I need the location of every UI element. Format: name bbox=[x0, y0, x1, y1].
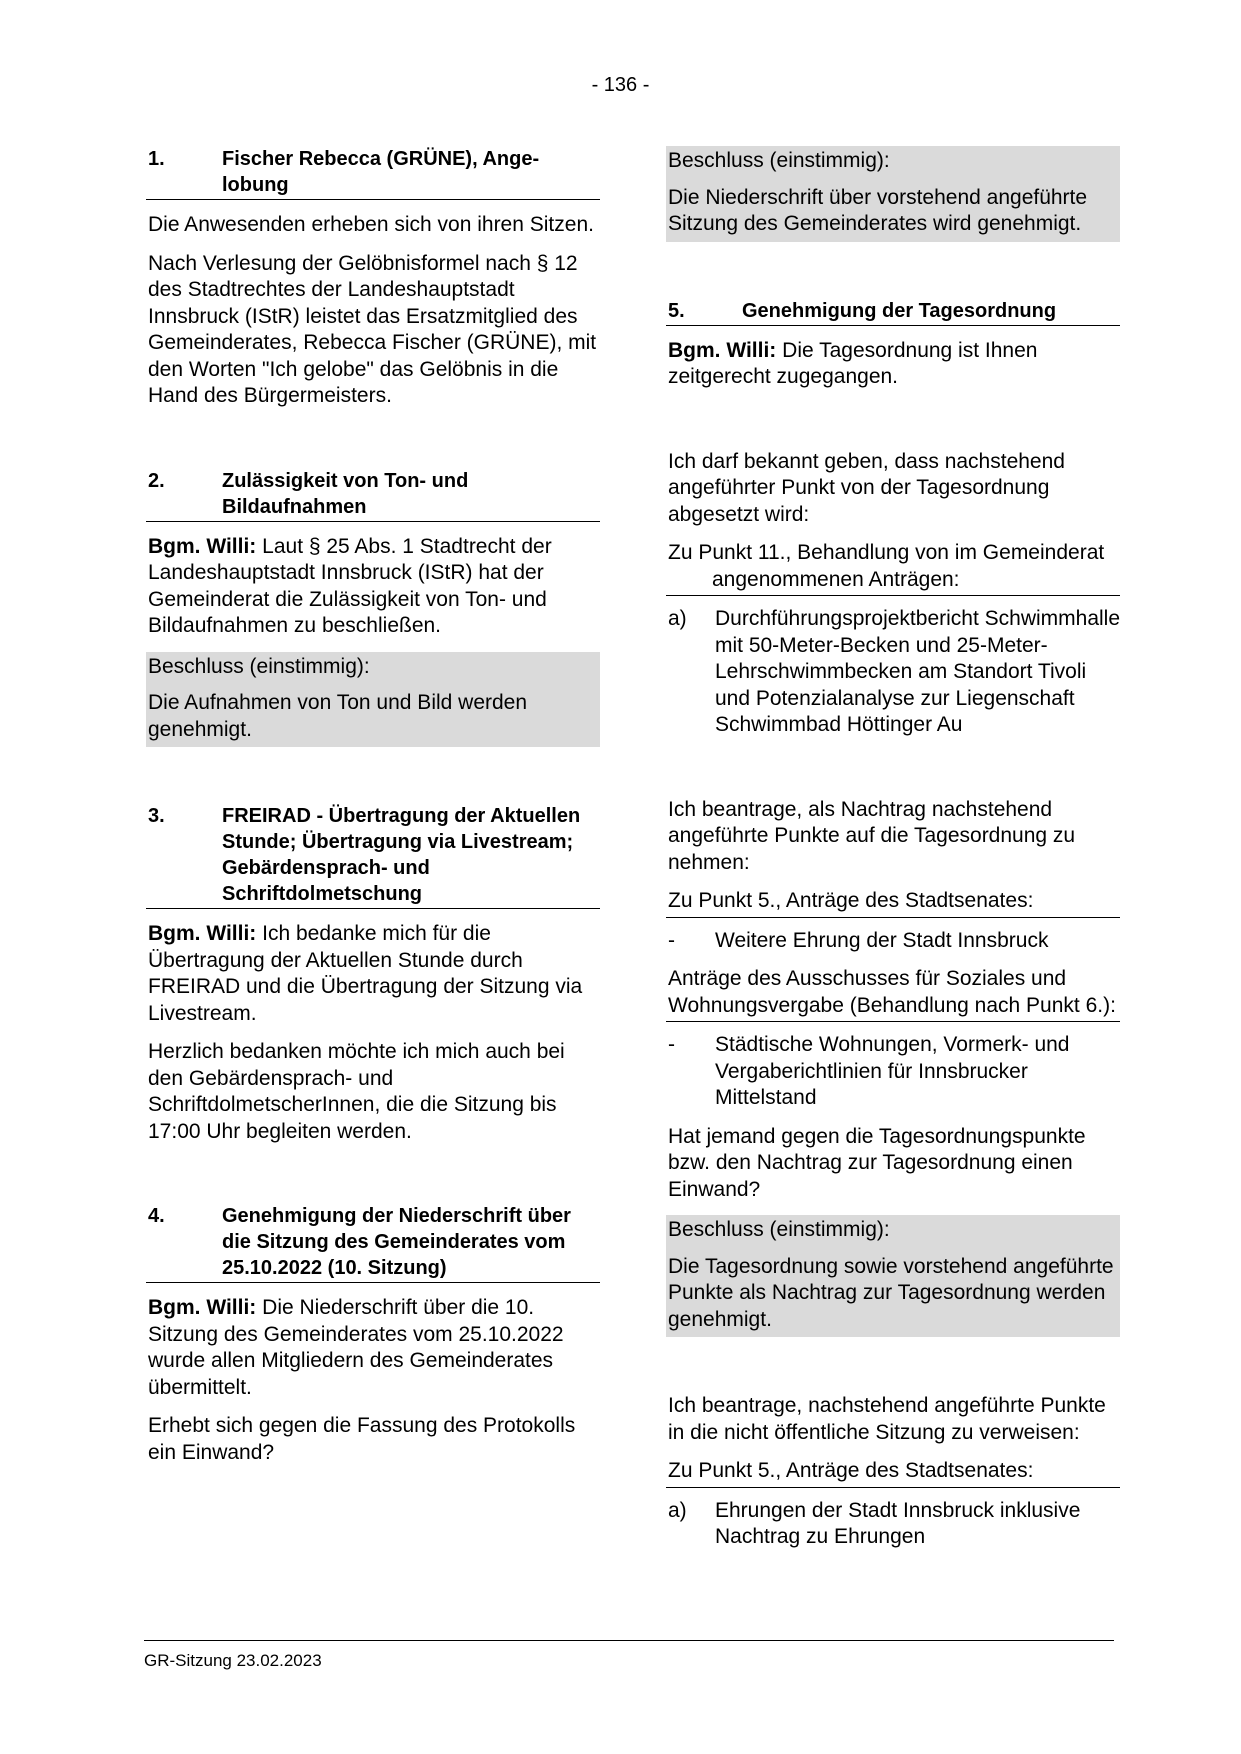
section-4-paragraph-1 bbox=[146, 1295, 600, 1401]
section-1-paragraph-2: Nach Verlesung der Gelöbnisformel nach § 12 des Stadtrechtes der Landeshauptstadt Innsbruck (IStR) leistet das Ersatzmitglied des Gemeinderates, Rebecca Fischer (GRÜNE), mit den Worten "Ich gelobe" das Gelöbnis in die Hand des Bürgermeisters. bbox=[148, 251, 597, 407]
list-item-text: Weitere Ehrung der Stadt Innsbruck bbox=[715, 928, 1049, 952]
right-column bbox=[666, 146, 1120, 1563]
list-item bbox=[666, 1032, 1120, 1112]
decision-text: Die Niederschrift über vorstehend angeführte Sitzung des Gemeinderates wird genehmigt. bbox=[668, 185, 1088, 235]
section-5-paragraph-8: Ich beantrage, nachstehend angeführte Punkte in die nicht öffentliche Sitzung zu verweisen: bbox=[668, 1394, 1106, 1444]
section-4-title: Genehmigung der Niederschrift über die Sitzung des Gemeinderates vom 25.10.2022 (10. Sitzung) bbox=[222, 1205, 571, 1279]
section-1-paragraph-1: Die Anwesenden erheben sich von ihren Sitzen. bbox=[148, 213, 594, 236]
section-3-paragraph-2: Herzlich bedanken möchte ich mich auch bei den Gebärdensprach- und SchriftdolmetscherInnen, die die Sitzung bis 17:00 Uhr begleiten werden. bbox=[148, 1040, 565, 1143]
list-marker: - bbox=[668, 928, 675, 952]
page-footer: GR-Sitzung 23.02.2023 bbox=[144, 1640, 1114, 1671]
section-4-text: Die Niederschrift über die 10. Sitzung des Gemeinderates vom 25.10.2022 wurde allen Mitgliedern des Gemeinderates übermittelt. bbox=[148, 1296, 564, 1399]
section-2-title: Zulässigkeit von Ton- und Bildaufnahmen bbox=[222, 469, 469, 518]
section-3-heading bbox=[146, 803, 600, 909]
left-column bbox=[146, 146, 600, 1478]
section-2-number: 2. bbox=[148, 469, 165, 492]
section-2-paragraph-1 bbox=[146, 534, 600, 640]
section-5-point-11: Zu Punkt 11., Behandlung von im Gemeinderat angenommenen Anträgen: bbox=[666, 540, 1120, 596]
list-marker: - bbox=[668, 1033, 675, 1056]
section-5-heading bbox=[666, 298, 1120, 326]
speaker-label: Bgm. Willi: bbox=[148, 534, 257, 558]
section-3-paragraph-1 bbox=[146, 921, 600, 1027]
section-2-text: Laut § 25 Abs. 1 Stadtrecht der Landeshauptstadt Innsbruck (IStR) hat der Gemeinderat die Zulässigkeit von Ton- und Bildaufnahmen zu beschließen. bbox=[148, 534, 552, 637]
list-item-text: Durchführungsprojektbericht Schwimmhalle mit 50-Meter-Becken und 25-Meter-Lehrschwimmbecken am Standort Tivoli und Potenzialanalyse zur Liegenschaft Schwimmbad Höttinger Au bbox=[715, 607, 1121, 736]
section-5-title: Genehmigung der Tagesordnung bbox=[742, 299, 1057, 322]
decision-text: Die Aufnahmen von Ton und Bild werden genehmigt. bbox=[148, 691, 528, 741]
speaker-label: Bgm. Willi: bbox=[148, 1296, 257, 1319]
list-marker: a) bbox=[668, 1498, 687, 1522]
section-4-number: 4. bbox=[148, 1205, 165, 1227]
section-5-paragraph-1 bbox=[666, 338, 1120, 391]
section-2-heading bbox=[146, 468, 600, 522]
speaker-label: Bgm. Willi: bbox=[148, 922, 257, 945]
section-5-paragraph-7: Hat jemand gegen die Tagesordnungspunkte bzw. den Nachtrag zur Tagesordnung einen Einwand? bbox=[668, 1124, 1086, 1201]
section-5-text: Die Tagesordnung ist Ihnen zeitgerecht zugegangen. bbox=[668, 338, 1038, 388]
list-item-text: Städtische Wohnungen, Vormerk- und Vergaberichtlinien für Innsbrucker Mittelstand bbox=[715, 1033, 1070, 1109]
list-item bbox=[666, 1498, 1120, 1551]
section-5-decision bbox=[666, 1215, 1120, 1337]
section-1-number: 1. bbox=[148, 148, 165, 170]
section-1-title: Fischer Rebecca (GRÜNE), Ange-lobung bbox=[222, 148, 540, 196]
list-marker: a) bbox=[668, 607, 687, 630]
list-item bbox=[666, 606, 1120, 739]
section-5-paragraph-2: Ich darf bekannt geben, dass nachstehend angeführter Punkt von der Tagesordnung abgesetzt wird: bbox=[668, 449, 1065, 526]
section-4-heading bbox=[146, 1203, 600, 1283]
section-3-number: 3. bbox=[148, 805, 165, 827]
section-5-paragraph-4: Ich beantrage, als Nachtrag nachstehend angeführte Punkte auf die Tagesordnung zu nehmen: bbox=[668, 797, 1076, 874]
section-5-point-5: Zu Punkt 5., Anträge des Stadtsenates: bbox=[666, 888, 1120, 918]
section-3-title: FREIRAD - Übertragung der Aktuellen Stunde; Übertragung via Livestream; Gebärdensprach- und Schriftdolmetschung bbox=[222, 805, 581, 905]
section-5-paragraph-9: Zu Punkt 5., Anträge des Stadtsenates: bbox=[666, 1458, 1120, 1488]
list-item bbox=[666, 928, 1120, 955]
page-number: - 136 - bbox=[591, 74, 650, 96]
section-3-text: Ich bedanke mich für die Übertragung der Aktuellen Stunde durch FREIRAD und die Übertragung der Sitzung via Livestream. bbox=[148, 922, 583, 1025]
decision-label: Beschluss (einstimmig): bbox=[668, 149, 890, 172]
section-4-paragraph-2: Erhebt sich gegen die Fassung des Protokolls ein Einwand? bbox=[148, 1414, 576, 1464]
section-2-decision bbox=[146, 652, 600, 748]
speaker-label: Bgm. Willi: bbox=[668, 338, 777, 362]
list-item-text: Ehrungen der Stadt Innsbruck inklusive Nachtrag zu Ehrungen bbox=[715, 1498, 1081, 1548]
decision-label: Beschluss (einstimmig): bbox=[148, 654, 370, 678]
decision-label: Beschluss (einstimmig): bbox=[668, 1218, 890, 1241]
section-4-decision bbox=[666, 146, 1120, 242]
section-1-heading bbox=[146, 146, 600, 200]
section-5-paragraph-6: Anträge des Ausschusses für Soziales und Wohnungsvergabe (Behandlung nach Punkt 6.): bbox=[666, 966, 1120, 1022]
decision-text: Die Tagesordnung sowie vorstehend angeführte Punkte als Nachtrag zur Tagesordnung werden genehmigt. bbox=[668, 1254, 1114, 1331]
section-5-number: 5. bbox=[668, 299, 685, 322]
